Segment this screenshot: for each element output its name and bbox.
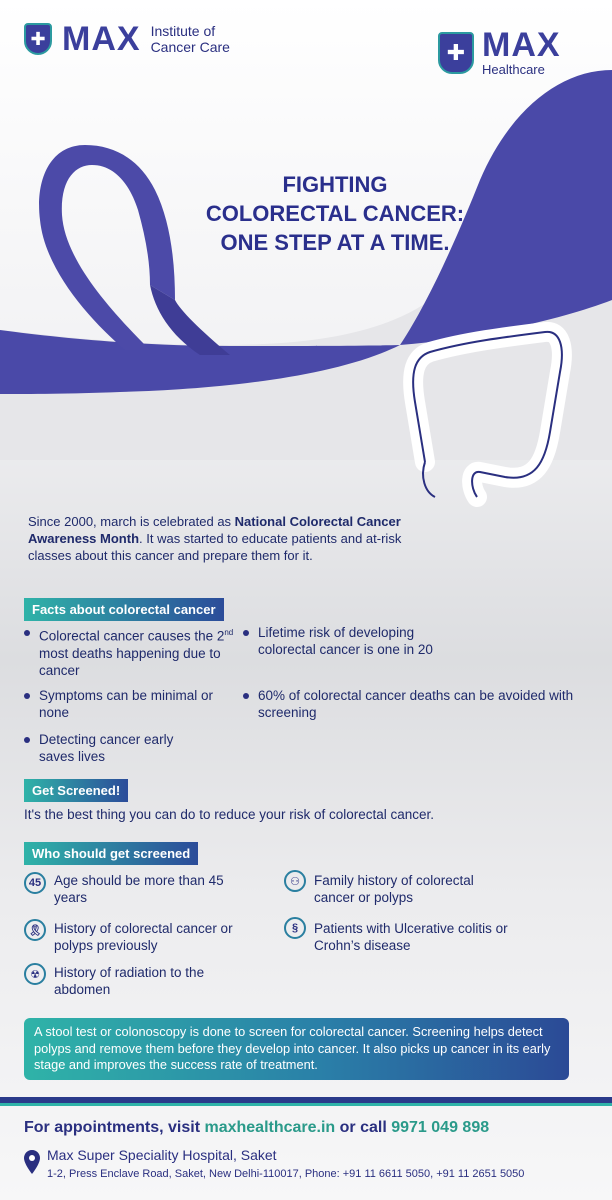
criteria-item: Patients with Ulcerative colitis or Crohn’s disease [314,921,508,953]
left-logo-subtitle-2: Cancer Care [150,39,230,55]
title-line-2: COLORECTAL CANCER: [205,201,465,226]
appointment-line: For appointments, visit maxhealthcare.in or call 9971 049 898 [24,1119,490,1136]
max-healthcare-logo [438,28,561,78]
website-link[interactable]: maxhealthcare.in [204,1119,336,1136]
title-line-3: ONE STEP AT A TIME. [220,230,450,255]
hospital-address: 1-2, Press Enclave Road, Saket, New Delhi-110017, Phone: +91 11 6611 5050, +91 11 2651 5050 [47,1168,525,1180]
facts-heading: Facts about colorectal cancer [24,598,224,621]
right-logo-brand: MAX [482,26,561,64]
fact-item: 60% of colorectal cancer deaths can be avoided with screening [258,687,578,721]
left-logo-brand: MAX [62,20,141,58]
age-45-icon: 45 [24,872,46,894]
hospital-name: Max Super Speciality Hospital, Saket [47,1147,277,1163]
location-pin-icon [24,1150,40,1179]
fact-item: Symptoms can be minimal or none [39,687,219,721]
criteria-item: History of radiation to the abdomen [54,965,205,997]
radiation-icon: ☢ [24,963,46,985]
get-screened-text: It's the best thing you can do to reduce your risk of colorectal cancer. [24,807,435,822]
right-logo-subtitle: Healthcare [482,62,545,77]
max-shield-icon: ✚ [24,23,52,55]
fact-item: Lifetime risk of developing colorectal cancer is one in 20 [258,624,468,658]
title-line-1: FIGHTING [282,172,388,197]
footer-divider-accent [0,1103,612,1106]
criteria-item: Age should be more than 45 years [54,873,224,905]
family-icon: ⚇ [284,870,306,892]
criteria-item: Family history of colorectal cancer or polyps [314,873,474,905]
ribbon-icon: 🎗 [24,919,46,941]
fact-item: Colorectal cancer causes the 2nd most deaths happening due to cancer [39,624,234,679]
fact-item: Detecting cancer early saves lives [39,731,199,765]
left-logo-subtitle-1: Institute of [150,23,216,39]
get-screened-heading: Get Screened! [24,779,128,802]
max-institute-logo [24,22,230,56]
page-title [190,170,480,257]
who-heading: Who should get screened [24,842,198,865]
intro-paragraph: Since 2000, march is celebrated as National Colorectal Cancer Awareness Month. It was started to educate patients and at-risk classes about this cancer and prepare them for it. [28,514,402,563]
screening-note: A stool test or colonoscopy is done to screen for colorectal cancer. Screening helps detect polyps and remove them before they develop into cancer. It also picks up cancer in its early stage and improves the success rate of treatment. [24,1018,569,1080]
colon-illustration-icon [385,292,585,507]
intestine-icon: § [284,917,306,939]
criteria-item: History of colorectal cancer or polyps previously [54,921,233,953]
phone-link[interactable]: 9971 049 898 [391,1119,490,1136]
max-shield-icon: ✚ [438,32,474,74]
